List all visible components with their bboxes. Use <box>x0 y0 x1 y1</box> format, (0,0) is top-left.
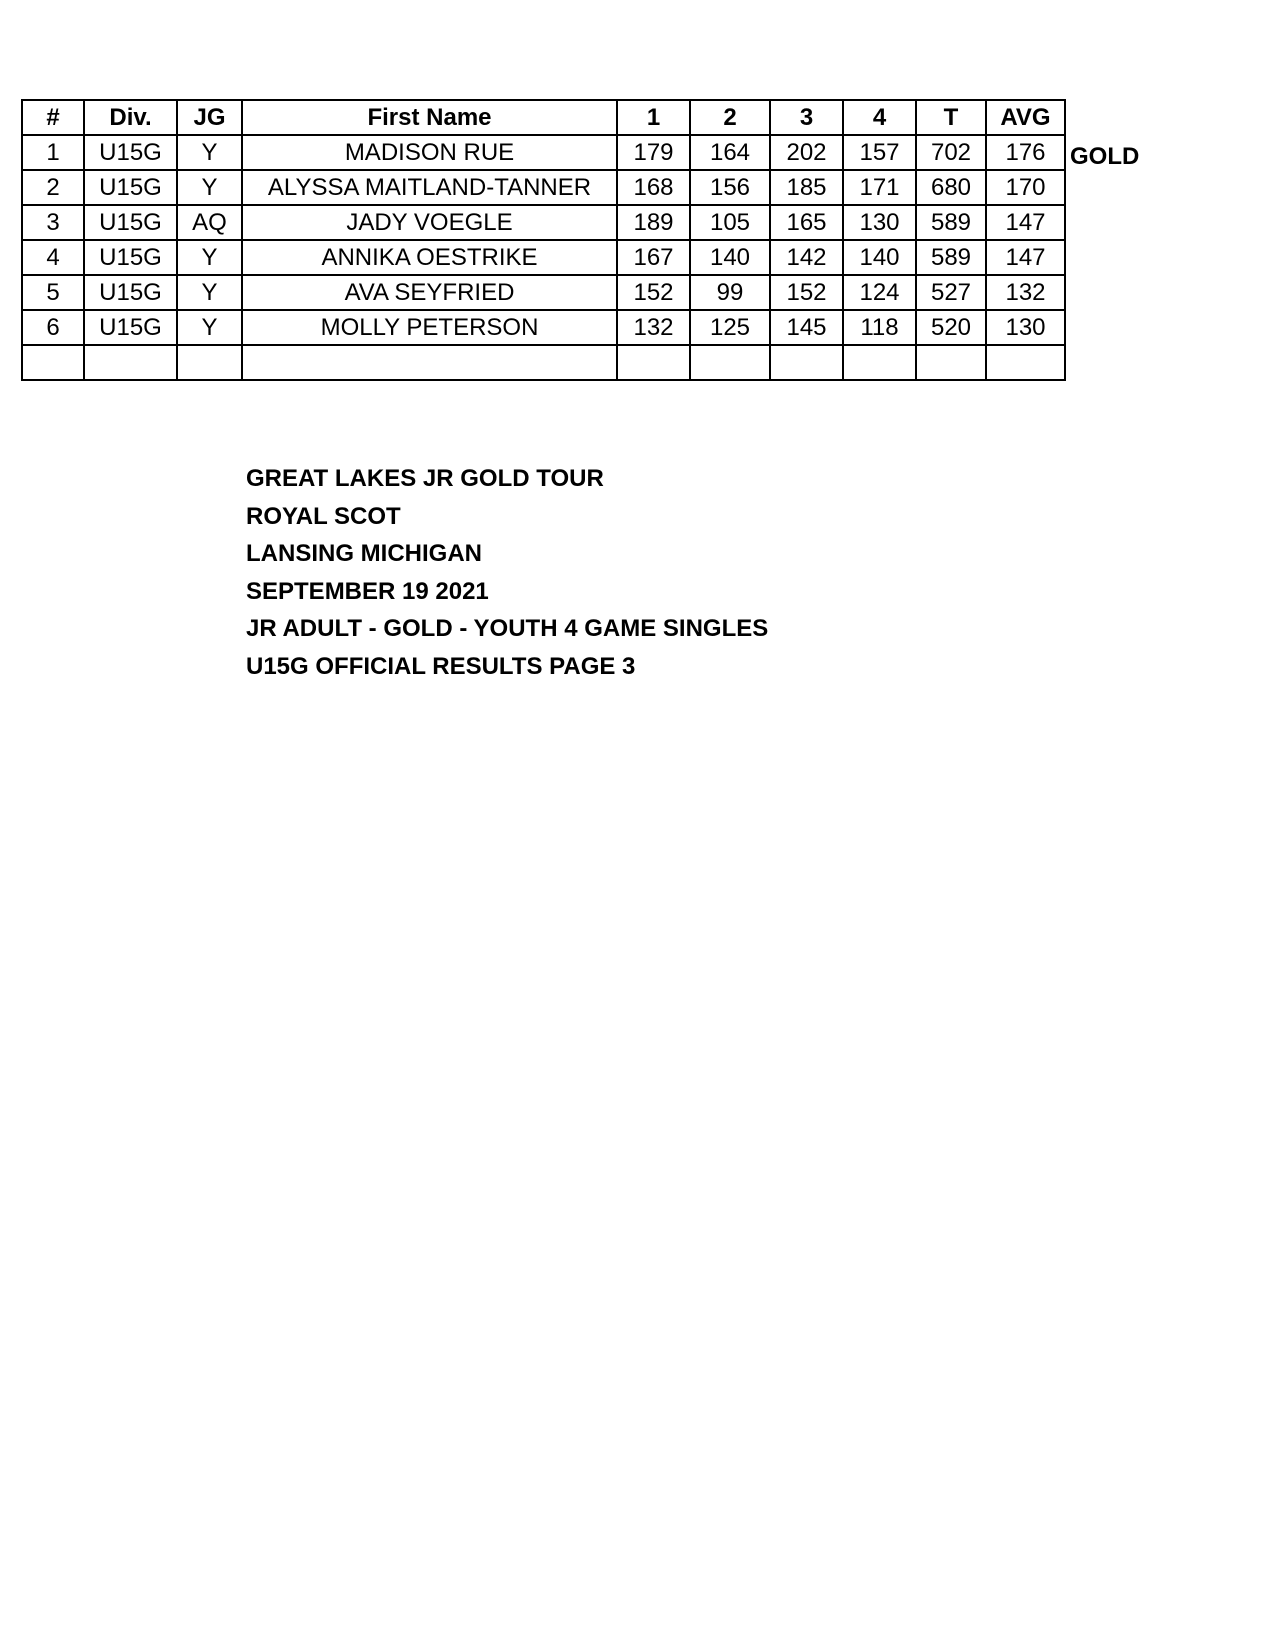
total-cell <box>916 345 986 380</box>
game-1-cell: 168 <box>617 170 690 205</box>
division-cell: U15G <box>84 170 177 205</box>
game-1-cell: 189 <box>617 205 690 240</box>
header-row <box>22 100 1065 135</box>
event-info <box>246 460 768 685</box>
header-jg: JG <box>177 100 242 135</box>
header-division: Div. <box>84 100 177 135</box>
header-game-1: 1 <box>617 100 690 135</box>
average-cell: 176 <box>986 135 1065 170</box>
results-table <box>21 99 1066 381</box>
division-cell: U15G <box>84 275 177 310</box>
division-cell: U15G <box>84 135 177 170</box>
table-row <box>22 310 1065 345</box>
rank-cell: 6 <box>22 310 84 345</box>
jg-cell: Y <box>177 310 242 345</box>
game-3-cell: 202 <box>770 135 843 170</box>
name-cell: MOLLY PETERSON <box>242 310 617 345</box>
game-4-cell: 118 <box>843 310 916 345</box>
rank-cell: 5 <box>22 275 84 310</box>
game-4-cell: 171 <box>843 170 916 205</box>
event-description: JR ADULT - GOLD - YOUTH 4 GAME SINGLES <box>246 615 769 642</box>
game-1-cell: 179 <box>617 135 690 170</box>
rank-cell <box>22 345 84 380</box>
header-first-name: First Name <box>242 100 617 135</box>
game-2-cell: 164 <box>690 135 770 170</box>
game-3-cell: 145 <box>770 310 843 345</box>
table-row <box>22 205 1065 240</box>
table-row <box>22 275 1065 310</box>
table-row <box>22 240 1065 275</box>
game-4-cell: 124 <box>843 275 916 310</box>
game-1-cell: 152 <box>617 275 690 310</box>
average-cell: 132 <box>986 275 1065 310</box>
average-cell: 130 <box>986 310 1065 345</box>
table-row <box>22 170 1065 205</box>
game-3-cell: 142 <box>770 240 843 275</box>
header-average: AVG <box>986 100 1065 135</box>
game-4-cell: 157 <box>843 135 916 170</box>
event-date: SEPTEMBER 19 2021 <box>246 577 489 605</box>
division-cell: U15G <box>84 205 177 240</box>
game-3-cell: 185 <box>770 170 843 205</box>
game-2-cell: 156 <box>690 170 770 205</box>
tour-name: GREAT LAKES JR GOLD TOUR <box>246 465 604 492</box>
game-4-cell: 140 <box>843 240 916 275</box>
total-cell: 702 <box>916 135 986 170</box>
game-4-cell <box>843 345 916 380</box>
division-cell: U15G <box>84 310 177 345</box>
name-cell: ALYSSA MAITLAND-TANNER <box>242 170 617 205</box>
results-page-label: U15G OFFICIAL RESULTS PAGE 3 <box>246 652 636 680</box>
name-cell: JADY VOEGLE <box>242 205 617 240</box>
rank-cell: 1 <box>22 135 84 170</box>
game-4-cell: 130 <box>843 205 916 240</box>
rank-cell: 2 <box>22 170 84 205</box>
game-3-cell <box>770 345 843 380</box>
total-cell: 680 <box>916 170 986 205</box>
jg-cell: Y <box>177 240 242 275</box>
total-cell: 589 <box>916 240 986 275</box>
game-1-cell <box>617 345 690 380</box>
header-total: T <box>916 100 986 135</box>
rank-cell: 3 <box>22 205 84 240</box>
game-3-cell: 152 <box>770 275 843 310</box>
results-body <box>22 135 1065 380</box>
jg-cell: Y <box>177 135 242 170</box>
venue-name: ROYAL SCOT <box>246 502 401 530</box>
header-game-4: 4 <box>843 100 916 135</box>
location: LANSING MICHIGAN <box>246 540 482 567</box>
table-row <box>22 345 1065 380</box>
table-row <box>22 135 1065 170</box>
average-cell: 147 <box>986 240 1065 275</box>
average-cell <box>986 345 1065 380</box>
header-game-2: 2 <box>690 100 770 135</box>
game-1-cell: 167 <box>617 240 690 275</box>
jg-cell <box>177 345 242 380</box>
total-cell: 589 <box>916 205 986 240</box>
total-cell: 527 <box>916 275 986 310</box>
award-label: GOLD <box>1070 143 1140 170</box>
game-1-cell: 132 <box>617 310 690 345</box>
rank-cell: 4 <box>22 240 84 275</box>
division-cell: U15G <box>84 240 177 275</box>
game-3-cell: 165 <box>770 205 843 240</box>
game-2-cell: 125 <box>690 310 770 345</box>
jg-cell: AQ <box>177 205 242 240</box>
game-2-cell: 99 <box>690 275 770 310</box>
total-cell: 520 <box>916 310 986 345</box>
game-2-cell: 140 <box>690 240 770 275</box>
name-cell: MADISON RUE <box>242 135 617 170</box>
header-game-3: 3 <box>770 100 843 135</box>
average-cell: 170 <box>986 170 1065 205</box>
name-cell <box>242 345 617 380</box>
division-cell <box>84 345 177 380</box>
jg-cell: Y <box>177 275 242 310</box>
name-cell: ANNIKA OESTRIKE <box>242 240 617 275</box>
jg-cell: Y <box>177 170 242 205</box>
game-2-cell: 105 <box>690 205 770 240</box>
game-2-cell <box>690 345 770 380</box>
average-cell: 147 <box>986 205 1065 240</box>
header-rank: # <box>22 100 84 135</box>
name-cell: AVA SEYFRIED <box>242 275 617 310</box>
